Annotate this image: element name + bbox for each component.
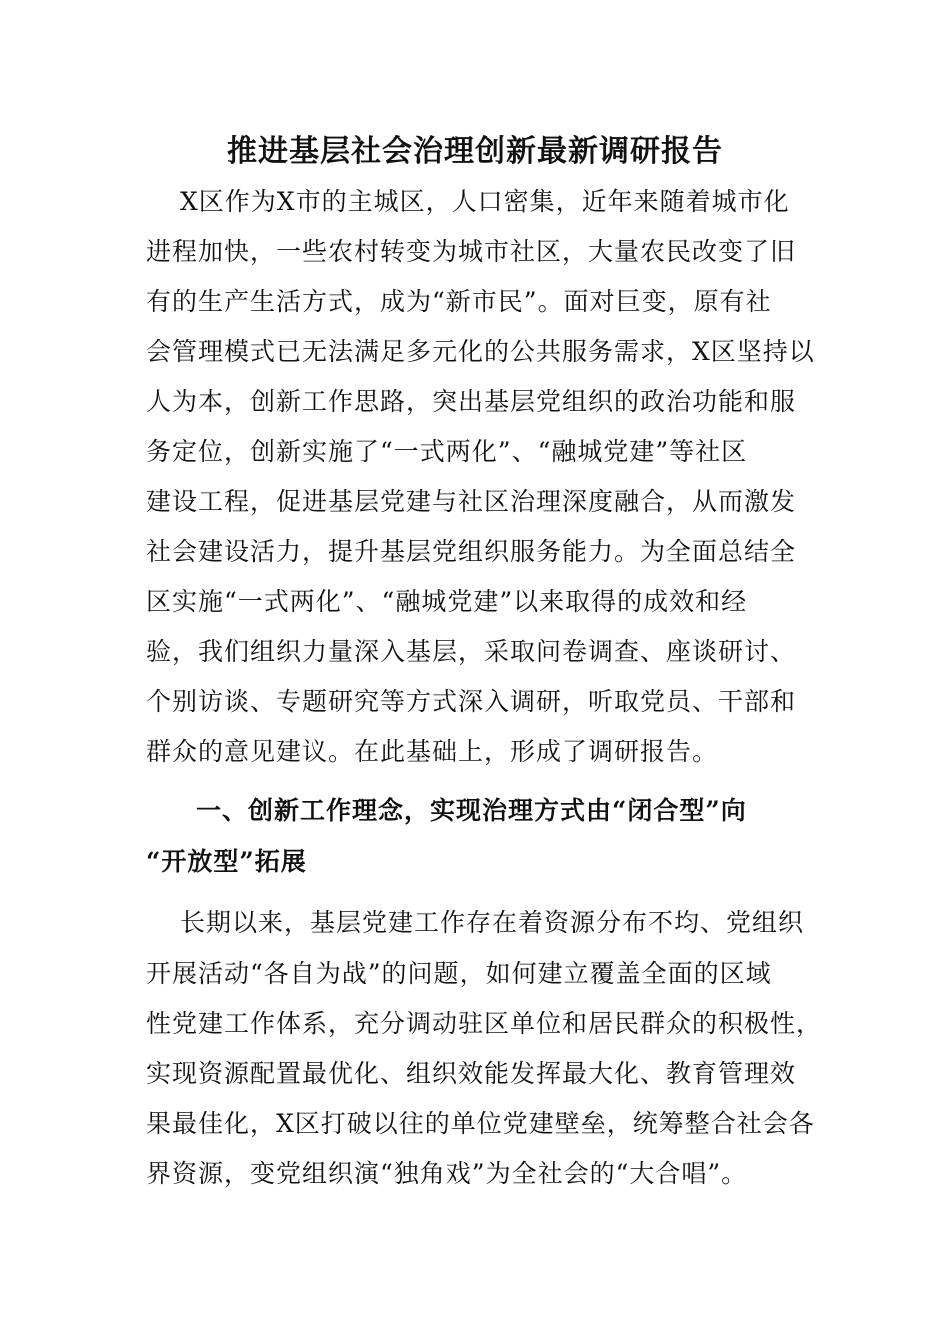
paragraph-line: 长期以来，基层党建工作存在着资源分布不均、党组织: [180, 908, 805, 937]
paragraph-line: 区实施“一式两化”、“融城党建”以来取得的成效和经: [146, 587, 748, 616]
paragraph-line: 实现资源配置最优化、组织效能发挥最大化、教育管理效: [146, 1059, 797, 1088]
section-heading: 一、创新工作理念，实现治理方式由“闭合型”向: [196, 796, 747, 825]
paragraph-line: 界资源，变党组织演“独角戏”为全社会的“大合唱”。: [146, 1159, 748, 1188]
paragraph-line: 社会建设活力，提升基层党组织服务能力。为全面总结全: [146, 537, 797, 566]
document-title: 推进基层社会治理创新最新调研报告: [227, 134, 723, 169]
paragraph-line: 人为本，创新工作思路，突出基层党组织的政治功能和服: [146, 387, 797, 416]
paragraph-line: 建设工程，促进基层党建与社区治理深度融合，从而激发: [146, 487, 797, 516]
section-heading: “开放型”拓展: [146, 847, 307, 876]
paragraph-line: 群众的意见建议。在此基础上，形成了调研报告。: [146, 737, 719, 766]
paragraph-line: 果最佳化，X区打破以往的单位党建壁垒，统筹整合社会各: [146, 1109, 815, 1138]
paragraph-line: 验，我们组织力量深入基层，采取问卷调查、座谈研讨、: [146, 637, 797, 666]
paragraph-line: 开展活动“各自为战”的问题，如何建立覆盖全面的区域: [146, 959, 772, 988]
paragraph-line: 性党建工作体系，充分调动驻区单位和居民群众的积极性，: [146, 1009, 823, 1038]
paragraph-line: 进程加快，一些农村转变为城市社区，大量农民改变了旧: [146, 237, 797, 266]
paragraph-line: 个别访谈、专题研究等方式深入调研，听取党员、干部和: [146, 687, 797, 716]
paragraph-line: 会管理模式已无法满足多元化的公共服务需求，X区坚持以: [146, 337, 815, 366]
paragraph-line: 务定位，创新实施了“一式两化”、“融城党建”等社区: [146, 437, 748, 466]
paragraph-line: 有的生产生活方式，成为“新市民”。面对巨变，原有社: [146, 287, 772, 316]
paragraph-line: X区作为X市的主城区，人口密集，近年来随着城市化: [180, 187, 790, 216]
